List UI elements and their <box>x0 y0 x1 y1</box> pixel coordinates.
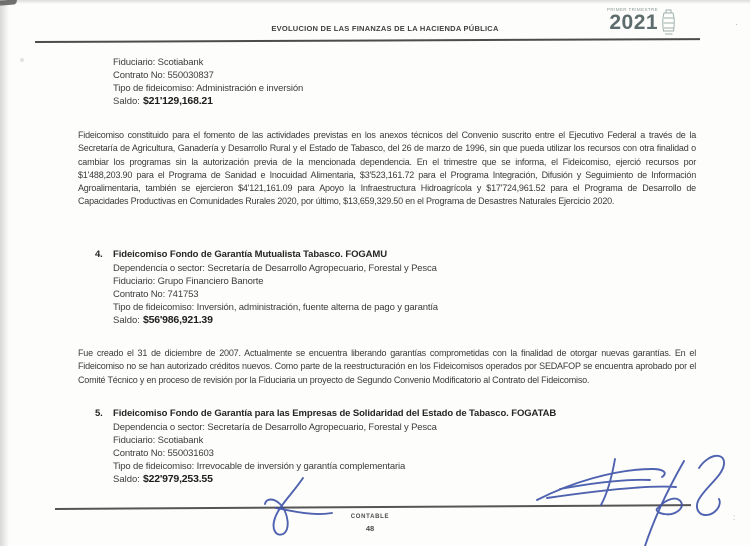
detail-line-dependencia: Dependencia o sector: Secretaría de Desarrollo Agropecuario, Forestal y Pesca <box>113 421 437 433</box>
saldo-line <box>113 314 695 328</box>
detail-line-contrato: Contrato No: 550031603 <box>113 447 214 459</box>
badge-year: 2021 <box>609 11 659 34</box>
footer-section-label: CONTABLE <box>350 514 390 520</box>
scan-speck: · <box>735 20 738 29</box>
item-number: 5. <box>95 408 103 419</box>
vessel-icon <box>661 8 676 38</box>
scan-speck <box>20 58 24 62</box>
item-heading <box>95 248 695 262</box>
item-body <box>113 262 695 328</box>
scan-edge-shadow <box>0 0 9 546</box>
detail-line-contrato: Contrato No: 741753 <box>113 288 199 300</box>
badge-text <box>607 7 658 34</box>
saldo-label: Saldo: <box>113 314 140 326</box>
saldo-label: Saldo: <box>113 96 140 107</box>
detail-line-dependencia: Dependencia o sector: Secretaría de Desarrollo Agropecuario, Forestal y Pesca <box>113 262 437 274</box>
saldo-amount: $21'129,168.21 <box>142 95 213 107</box>
trust-item-fogamu <box>95 248 695 327</box>
detail-line-fiduciario: Fiduciario: Grupo Financiero Banorte <box>113 275 264 287</box>
detail-line-tipo: Tipo de fideicomiso: Inversión, administración, fuente alterna de pago y garantía <box>113 301 438 313</box>
footer-page-number: 48 <box>365 524 375 533</box>
saldo-line <box>113 95 303 109</box>
header-divider <box>35 38 700 43</box>
badge-period-label: PRIMER TRIMESTRE <box>607 7 659 12</box>
item-title: Fideicomiso Fondo de Garantía para las Empresas de Solidaridad del Estado de Tabasco. FOGATAB <box>113 408 557 419</box>
signature-small-loop <box>657 499 682 515</box>
scan-corner-artifact <box>0 0 17 6</box>
detail-line-fiduciario: Fiduciario: Scotiabank <box>113 57 204 68</box>
scan-edge-shadow-top <box>0 0 750 4</box>
item-body <box>113 421 720 487</box>
item-title: Fideicomiso Fondo de Garantía Mutualista Tabasco. FOGAMU <box>113 249 387 260</box>
item-heading <box>95 407 720 421</box>
trust-item-fogatab <box>95 407 720 486</box>
saldo-amount: $56'986,921.39 <box>142 313 213 326</box>
scan-speck: : <box>733 513 736 522</box>
report-period-badge <box>607 7 676 38</box>
footer-divider <box>55 504 691 510</box>
page-title: EVOLUCION DE LAS FINANZAS DE LA HACIENDA PÚBLICA <box>271 24 499 33</box>
detail-line-contrato: Contrato No: 550030837 <box>113 70 214 81</box>
saldo-label: Saldo: <box>113 473 140 485</box>
detail-line-tipo: Tipo de fideicomiso: Irrevocable de inversión y garantía complementaria <box>113 460 406 472</box>
signature-center-line <box>547 487 676 498</box>
item-number: 4. <box>95 249 103 260</box>
trust-details-top <box>113 56 303 109</box>
saldo-amount: $22'979,253.55 <box>142 472 213 485</box>
paragraph-fue-creado: Fue creado el 31 de diciembre de 2007. Actualmente se encuentra liberando garantías comprometidas con la finalidad de otorgar nuevas garantías. En el Fideicomiso no se han autorizado créditos nuevos. Como parte de la reestructuración en los Fideicomisos operados por SEDAFOP se encuentra aprobado por el Comité Técnico y en proceso de revisión por la Fiduciaria un proyecto de Segundo Convenio Modificatorio al Contrato del Fideicomiso. <box>78 348 696 385</box>
detail-line-fiduciario: Fiduciario: Scotiabank <box>113 434 204 446</box>
detail-line-tipo: Tipo de fideicomiso: Administración e inversión <box>113 83 304 94</box>
paragraph-fideicomiso-constituido: Fideicomiso constituido para el fomento de las actividades previstas en los anexos técnicos del Convenio suscrito entre el Ejecutivo Federal a través de la Secretaría de Agricultura, Ganadería y Desarrollo Rural y el Estado de Tabasco, del 26 de marzo de 1996, sin que pueda utilizar los recursos con otra finalidad o cambiar los programas sin la autorización previa de la mencionada dependencia. En el trimestre que se informa, el Fideicomiso, ejerció recursos por $1'488,203.90 para el Programa de Sanidad e Inocuidad Alimentaria, $3'523,161.72 para el Programa Integración, Difusión y Seguimiento de Información Agroalimentaria, también se ejercieron $4'121,161.09 para Apoyo la Infraestructura Hidroagrícola y $17'724,961.52 para el Programa de Desarrollo de Capacidades Productivas en Comunidades Rurales 2020, por último, $13,659,329.50 en el Programa de Desastres Naturales Ejercicio 2020. <box>78 130 696 207</box>
saldo-line <box>113 473 720 487</box>
